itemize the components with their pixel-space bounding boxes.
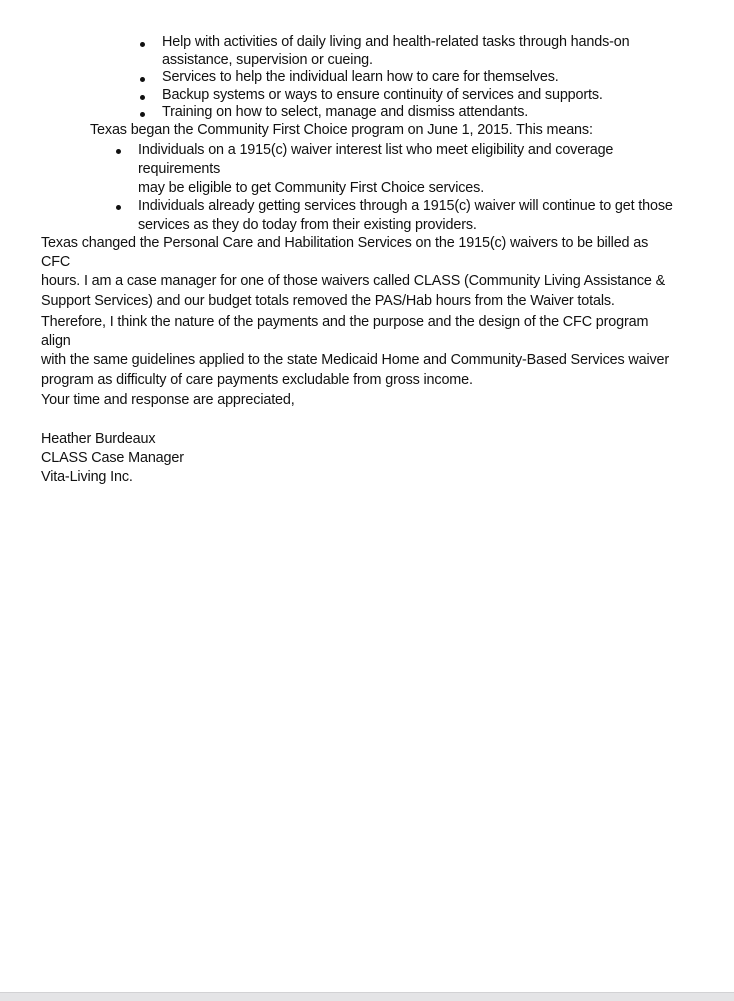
list-item bbox=[138, 197, 698, 235]
closing-line: Your time and response are appreciated, bbox=[41, 392, 295, 408]
paragraph-line: program as difficulty of care payments excludable from gross income. bbox=[41, 371, 473, 388]
bullet-icon bbox=[140, 112, 145, 117]
paragraph-cfc-change bbox=[41, 234, 681, 311]
list-item-line: Individuals already getting services through a 1915(c) waiver will continue to get those bbox=[138, 198, 673, 215]
list-item bbox=[162, 34, 632, 69]
list-item bbox=[138, 141, 698, 197]
list-item bbox=[162, 69, 632, 87]
paragraph-line: Support Services) and our budget totals removed the PAS/Hab hours from the Waiver totals. bbox=[41, 292, 615, 309]
services-bullet-list bbox=[162, 34, 632, 122]
paragraph-line: with the same guidelines applied to the state Medicaid Home and Community-Based Services waiver bbox=[41, 352, 670, 369]
signature-company: Vita-Living Inc. bbox=[41, 469, 133, 486]
list-item-line: Individuals on a 1915(c) waiver interest list who meet eligibility and coverage requirements bbox=[138, 142, 614, 177]
list-item-line: Services to help the individual learn how to care for themselves. bbox=[162, 69, 559, 86]
bullet-icon bbox=[140, 77, 145, 82]
paragraph-conclusion bbox=[41, 313, 681, 390]
list-item bbox=[162, 104, 632, 122]
list-item-line: Backup systems or ways to ensure continuity of services and supports. bbox=[162, 86, 603, 103]
list-item-line: services as they do today from their existing providers. bbox=[138, 217, 477, 234]
paragraph-line: Texas changed the Personal Care and Habilitation Services on the 1915(c) waivers to be billed as CFC bbox=[41, 235, 649, 271]
signature-block bbox=[41, 430, 341, 488]
paragraph-line: hours. I am a case manager for one of those waivers called CLASS (Community Living Assistance & bbox=[41, 273, 666, 290]
signature-title: CLASS Case Manager bbox=[41, 450, 184, 467]
paragraph-line: Therefore, I think the nature of the payments and the purpose and the design of the CFC program align bbox=[41, 314, 649, 350]
program-start-statement: Texas began the Community First Choice program on June 1, 2015. This means: bbox=[90, 122, 593, 138]
list-item bbox=[162, 87, 632, 105]
list-item-line: assistance, supervision or cueing. bbox=[162, 51, 373, 68]
list-item-line: may be eligible to get Community First Choice services. bbox=[138, 179, 485, 196]
list-item-line: Help with activities of daily living and health-related tasks through hands-on bbox=[162, 34, 630, 50]
bullet-icon bbox=[140, 95, 145, 100]
bullet-icon bbox=[116, 149, 121, 154]
bullet-icon bbox=[116, 205, 121, 210]
means-bullet-list bbox=[138, 141, 698, 235]
list-item-line: Training on how to select, manage and dismiss attendants. bbox=[162, 104, 529, 121]
signature-name: Heather Burdeaux bbox=[41, 431, 156, 447]
bullet-icon bbox=[140, 42, 145, 47]
